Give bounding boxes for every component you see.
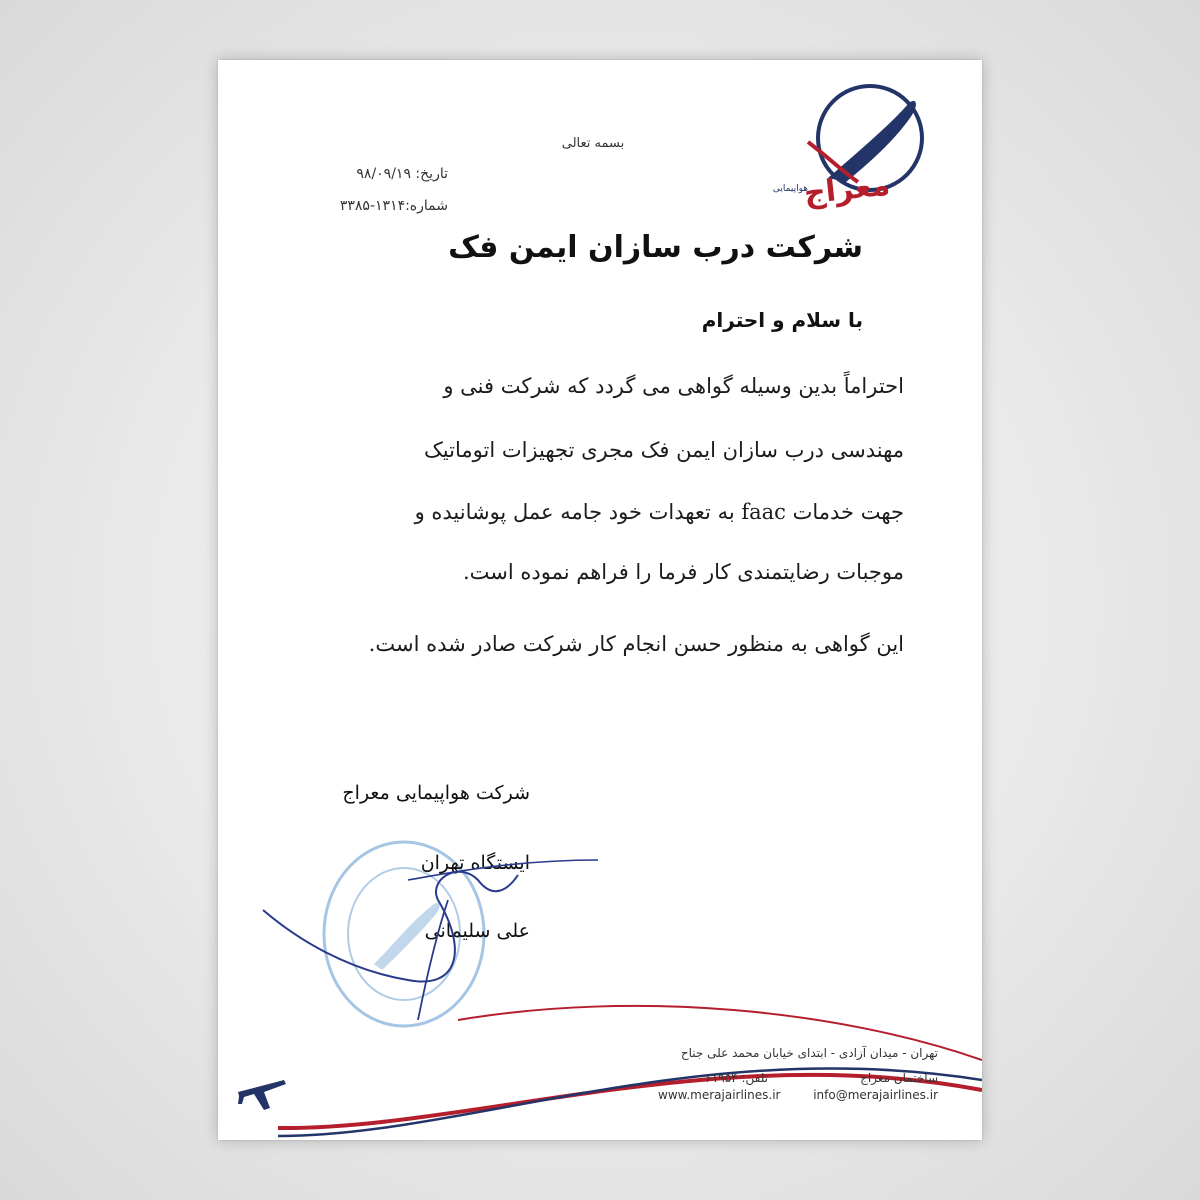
footer-email-link[interactable]: info@merajairlines.ir	[813, 1088, 938, 1102]
body-line: موجبات رضایتمندی کار فرما را فراهم نموده است.	[462, 560, 904, 584]
closing-line: این گواهی به منظور حسن انجام کار شرکت صادر شده است.	[368, 632, 904, 656]
recipient-title: شرکت درب سازان ایمن فک	[448, 230, 863, 265]
body-line: مهندسی درب سازان ایمن فک مجری تجهیزات اتوماتیک	[424, 438, 904, 462]
footer-phone: تلفن: ۶۱۹۵۴	[705, 1071, 768, 1085]
signature-company: شرکت هواپیمایی معراج	[342, 782, 530, 804]
body-line: احتراماً بدین وسیله گواهی می گردد که شرکت فنی و	[443, 374, 904, 398]
logo-subtitle: هواپیمایی	[772, 184, 808, 194]
signature-name: علی سلیمانی	[424, 920, 530, 942]
signature-station: ایستگاه تهران	[420, 852, 530, 874]
letter-page	[218, 60, 982, 1140]
footer-building: ساختمان معراج	[860, 1071, 938, 1085]
logo-wordmark: معراج	[802, 167, 892, 212]
body-line: جهت خدمات faac به تعهدات خود جامه عمل پوشانیده و	[414, 500, 904, 524]
footer-wave-decoration	[218, 980, 982, 1140]
footer-website-link[interactable]: www.merajairlines.ir	[658, 1088, 781, 1102]
letter-number: شماره:۱۳۱۴-۳۳۸۵	[339, 198, 448, 214]
letter-date: تاریخ: ۹۸/۰۹/۱۹	[356, 166, 448, 182]
greeting: با سلام و احترام	[701, 308, 863, 332]
airplane-icon	[234, 1062, 288, 1116]
invocation-text: بسمه تعالی	[561, 136, 625, 151]
footer-address: تهران - میدان آزادی - ابتدای خیابان محمد علی جناح	[680, 1046, 938, 1060]
